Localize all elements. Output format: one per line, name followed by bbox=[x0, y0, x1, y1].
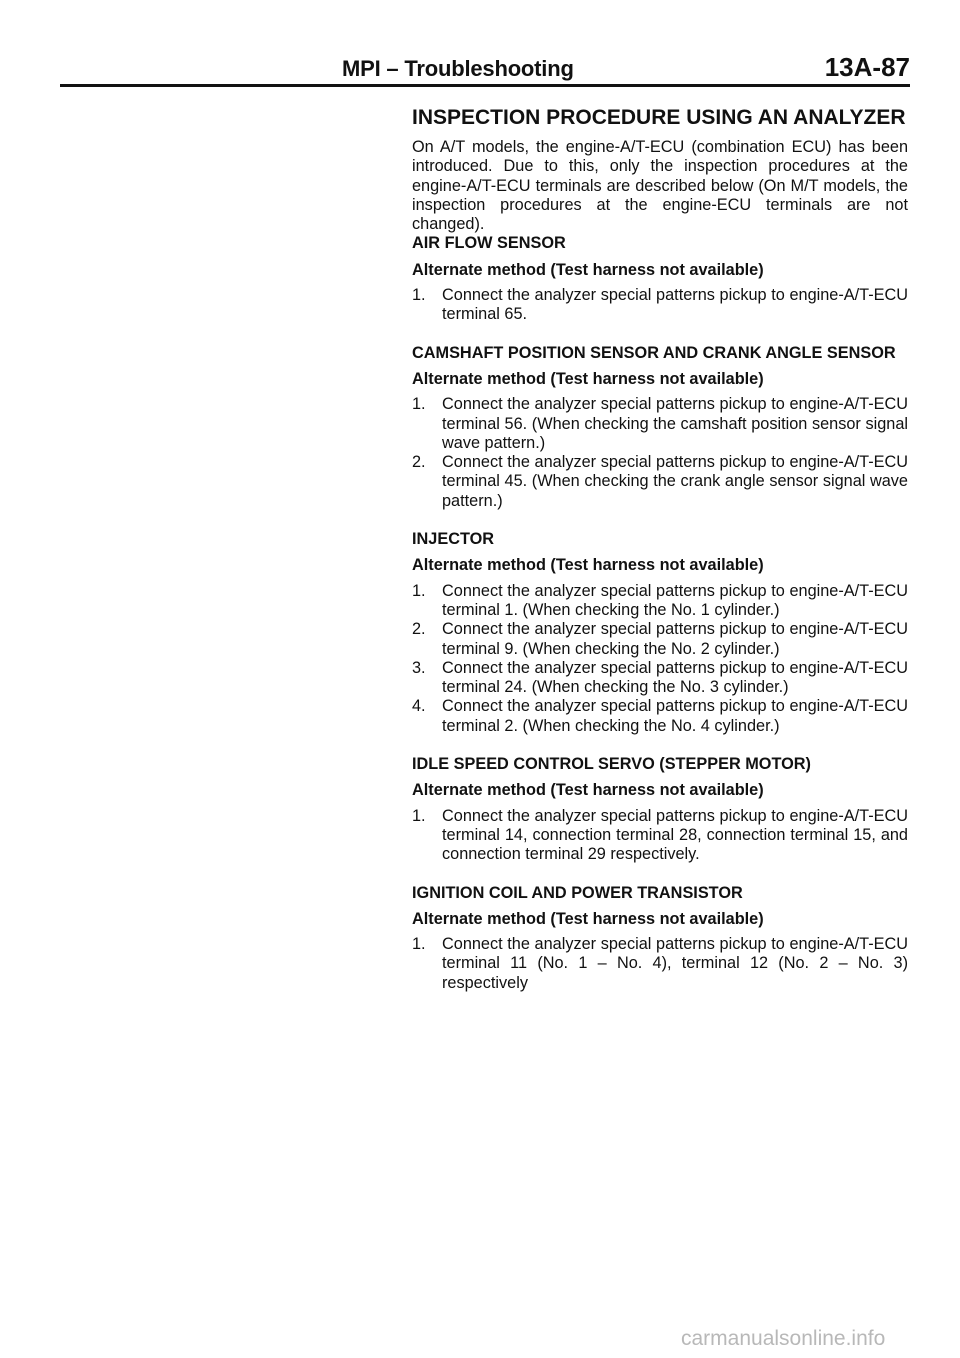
step-item bbox=[412, 582, 908, 621]
section-title: AIR FLOW SENSOR bbox=[412, 234, 566, 253]
step-text: Connect the analyzer special patterns pickup to engine-A/T-ECU terminal 9. (When checking the No. 2 cylinder.) bbox=[442, 620, 908, 658]
step-number: 4. bbox=[412, 697, 426, 716]
section-subtitle: Alternate method (Test harness not available) bbox=[412, 909, 764, 928]
step-number: 1. bbox=[412, 395, 426, 414]
step-text: Connect the analyzer special patterns pickup to engine-A/T-ECU terminal 1. (When checking the No. 1 cylinder.) bbox=[442, 581, 908, 619]
step-number: 2. bbox=[412, 620, 426, 639]
step-text: Connect the analyzer special patterns pickup to engine-A/T-ECU terminal 56. (When checking the camshaft position sensor signal wave pattern.) bbox=[442, 395, 908, 452]
step-item bbox=[412, 807, 908, 865]
step-item bbox=[412, 395, 908, 453]
main-title: INSPECTION PROCEDURE USING AN ANALYZER bbox=[412, 106, 906, 129]
step-text: Connect the analyzer special patterns pickup to engine-A/T-ECU terminal 14, connection terminal 28, connection terminal 15, and connection terminal 29 respectively. bbox=[442, 806, 908, 864]
section-subtitle: Alternate method (Test harness not available) bbox=[412, 260, 764, 279]
step-list bbox=[412, 807, 908, 865]
step-text: Connect the analyzer special patterns pickup to engine-A/T-ECU terminal 45. (When checking the crank angle sensor signal wave pattern.) bbox=[442, 453, 908, 510]
step-item bbox=[412, 935, 908, 993]
step-item bbox=[412, 286, 908, 325]
content-column bbox=[412, 100, 908, 993]
step-number: 1. bbox=[412, 935, 426, 954]
step-number: 2. bbox=[412, 453, 426, 472]
section-camshaft-crank-sensor bbox=[412, 344, 908, 511]
step-item bbox=[412, 659, 908, 698]
page-number: 13A-87 bbox=[824, 52, 910, 82]
section-injector bbox=[412, 530, 908, 736]
section-title: IDLE SPEED CONTROL SERVO (STEPPER MOTOR) bbox=[412, 755, 811, 774]
section-air-flow-sensor bbox=[412, 234, 908, 324]
step-list bbox=[412, 286, 908, 325]
step-text: Connect the analyzer special patterns pickup to engine-A/T-ECU terminal 11 (No. 1 – No. 4), terminal 12 (No. 2 – No. 3) respectively bbox=[442, 935, 908, 992]
step-text: Connect the analyzer special patterns pickup to engine-A/T-ECU terminal 2. (When checking the No. 4 cylinder.) bbox=[442, 697, 908, 735]
intro-paragraph: On A/T models, the engine-A/T-ECU (combination ECU) has been introduced. Due to this, only the inspection procedures at the engine-A/T-ECU terminals are described below (On M/T models, the inspection procedures at the engine-ECU terminals are not changed). bbox=[412, 138, 908, 234]
step-item bbox=[412, 620, 908, 659]
step-number: 1. bbox=[412, 581, 426, 600]
section-title: INJECTOR bbox=[412, 530, 495, 549]
section-subtitle: Alternate method (Test harness not available) bbox=[412, 369, 764, 388]
step-item bbox=[412, 453, 908, 511]
section-subtitle: Alternate method (Test harness not available) bbox=[412, 556, 764, 575]
watermark: carmanualsonline.info bbox=[681, 1327, 886, 1350]
step-list bbox=[412, 582, 908, 736]
page-header bbox=[60, 48, 910, 88]
section-idle-speed-control bbox=[412, 755, 908, 864]
step-number: 3. bbox=[412, 658, 426, 677]
step-list bbox=[412, 935, 908, 993]
step-number: 1. bbox=[412, 806, 426, 825]
header-rule bbox=[60, 84, 910, 87]
section-subtitle: Alternate method (Test harness not available) bbox=[412, 781, 764, 800]
section-ignition-coil bbox=[412, 884, 908, 993]
header-title: MPI – Troubleshooting bbox=[342, 56, 574, 81]
step-text: Connect the analyzer special patterns pickup to engine-A/T-ECU terminal 24. (When checking the No. 3 cylinder.) bbox=[442, 658, 908, 697]
step-list bbox=[412, 395, 908, 511]
step-number: 1. bbox=[412, 286, 426, 305]
section-title: CAMSHAFT POSITION SENSOR AND CRANK ANGLE SENSOR bbox=[412, 343, 896, 362]
step-text: Connect the analyzer special patterns pickup to engine-A/T-ECU terminal 65. bbox=[442, 286, 908, 324]
section-title: IGNITION COIL AND POWER TRANSISTOR bbox=[412, 883, 743, 902]
step-item bbox=[412, 697, 908, 736]
